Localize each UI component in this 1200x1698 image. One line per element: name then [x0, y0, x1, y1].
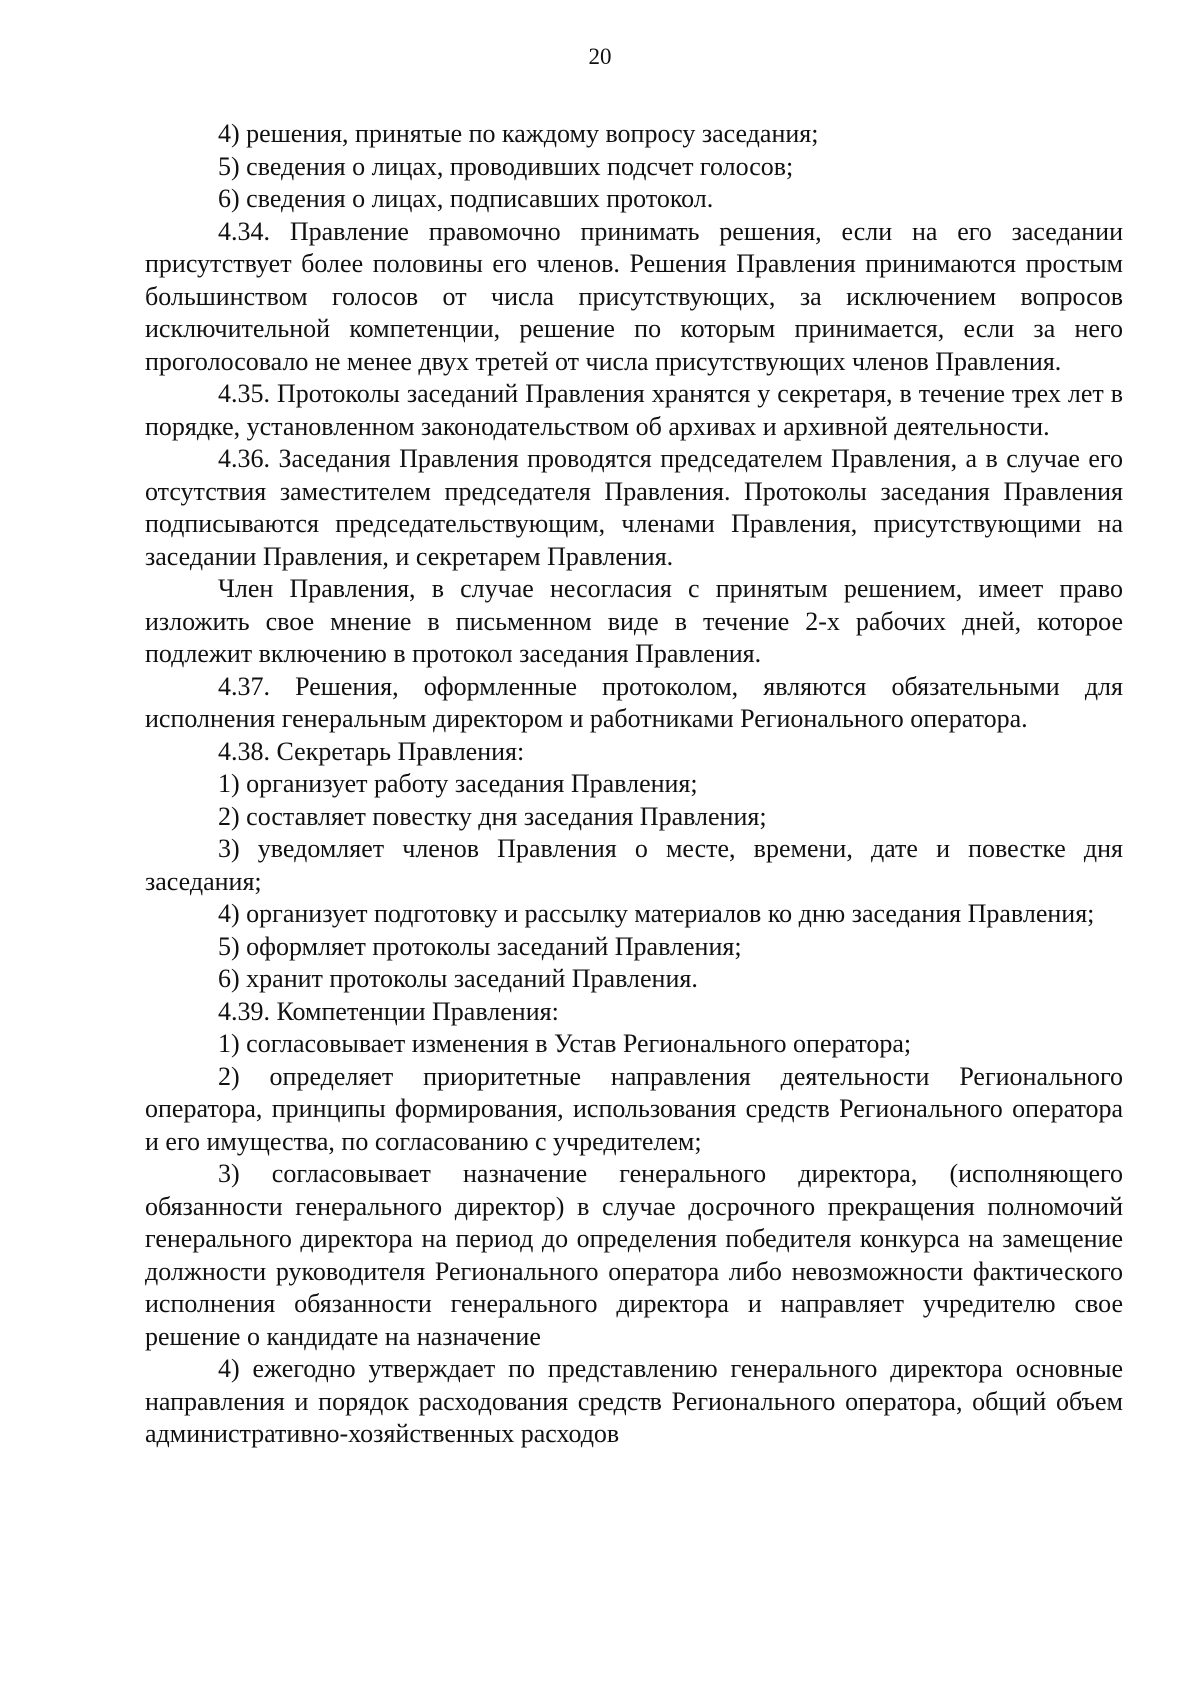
paragraph: 1) организует работу заседания Правления;	[218, 769, 698, 798]
paragraph: 5) сведения о лицах, проводивших подсчет голосов;	[218, 151, 794, 181]
paragraph: 4) ежегодно утверждает по представлению генерального директора основные направления и порядок расходования средств Регионального оператора, общий объем административно-хозяйственных расходов	[145, 1354, 1123, 1448]
paragraph: 2) составляет повестку дня заседания Правления;	[218, 801, 767, 831]
paragraph: 4.39. Компетенции Правления:	[218, 996, 559, 1026]
paragraph: 4.34. Правление правомочно принимать решения, если на его заседании присутствует более половины его членов. Решения Правления принимаются простым большинством голосов от числа присутствующих, за исключением вопросов исключительной компетенции, решение по которым принимается, если за него проголосовало не менее двух третей от числа присутствующих членов Правления.	[145, 216, 1123, 376]
paragraph: 4.38. Секретарь Правления:	[218, 736, 525, 766]
paragraph: 5) оформляет протоколы заседаний Правления;	[218, 931, 742, 961]
paragraph: 3) согласовывает назначение генерального директора, (исполняющего обязанности генерального директор) в случае досрочного прекращения полномочий генерального директора на период до определения победителя конкурса на замещение должности руководителя Регионального оператора либо невозможности фактического исполнения обязанности генерального директора и направляет учредителю свое решение о кандидате на назначение	[145, 1159, 1123, 1351]
paragraph: Член Правления, в случае несогласия с принятым решением, имеет право изложить свое мнение в письменном виде в течение 2-х рабочих дней, которое подлежит включению в протокол заседания Правления.	[145, 574, 1123, 668]
paragraph: 4.37. Решения, оформленные протоколом, являются обязательными для исполнения генеральным директором и работниками Регионального оператора.	[145, 671, 1123, 733]
paragraph: 2) определяет приоритетные направления деятельности Регионального оператора, принципы формирования, использования средств Регионального оператора и его имущества, по согласованию с учредителем;	[145, 1061, 1123, 1156]
paragraph: 4) организует подготовку и рассылку материалов ко дню заседания Правления;	[218, 899, 1095, 928]
paragraph: 4.36. Заседания Правления проводятся председателем Правления, а в случае его отсутствия заместителем председателя Правления. Протоколы заседания Правления подписываются председательствующим, членами Правления, присутствующими на заседании Правления, и секретарем Правления.	[145, 444, 1123, 571]
paragraph: 6) сведения о лицах, подписавших протокол.	[218, 184, 714, 213]
document-body	[145, 118, 1123, 1451]
paragraph: 6) хранит протоколы заседаний Правления.	[218, 964, 698, 993]
page-number: 20	[588, 44, 612, 69]
paragraph: 4.35. Протоколы заседаний Правления хранятся у секретаря, в течение трех лет в порядке, установленном законодательством об архивах и архивной деятельности.	[145, 379, 1123, 441]
paragraph: 4) решения, принятые по каждому вопросу заседания;	[218, 119, 819, 148]
paragraph: 1) согласовывает изменения в Устав Регионального оператора;	[218, 1029, 912, 1058]
paragraph: 3) уведомляет членов Правления о месте, времени, дате и повестке дня заседания;	[145, 834, 1123, 896]
